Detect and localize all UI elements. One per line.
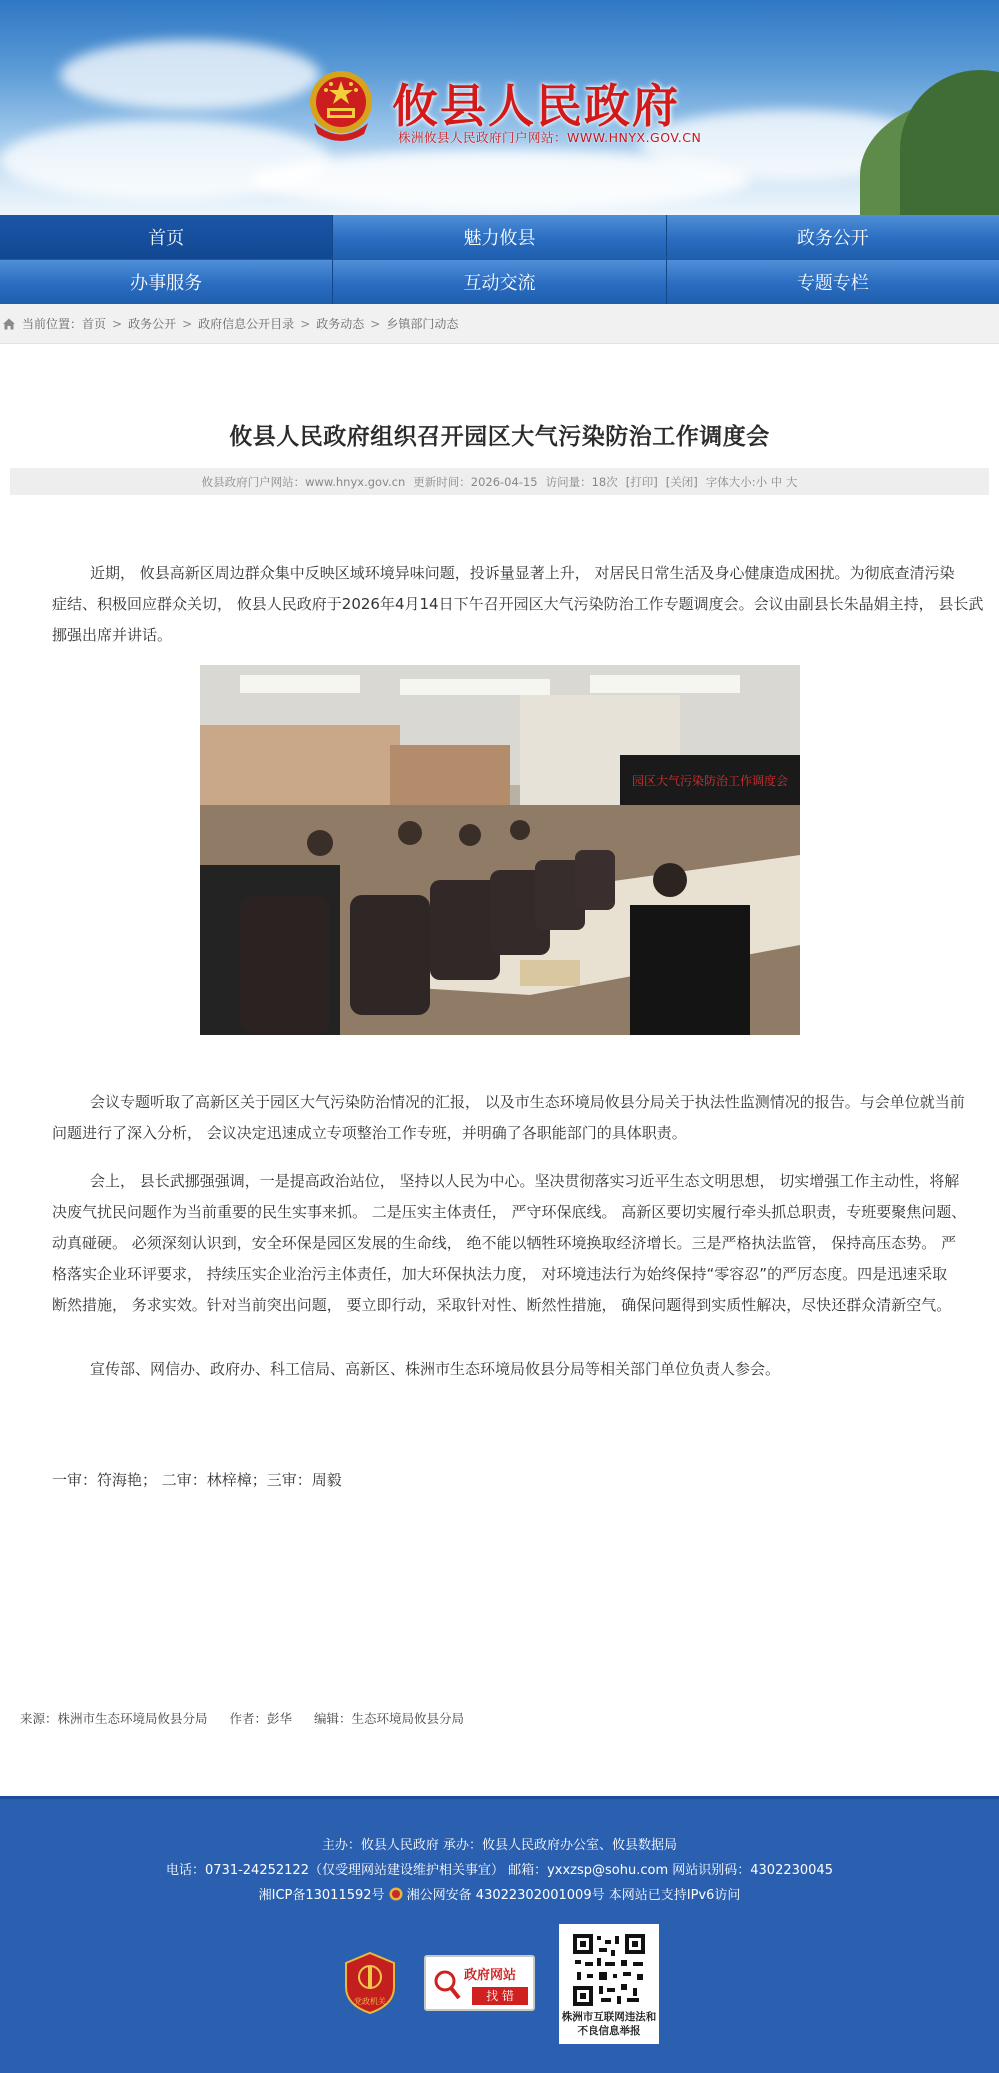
paragraph-speech	[52, 1166, 990, 1321]
nav-item-gov-affairs[interactable]: 政务公开	[667, 215, 999, 259]
text-line: 会议专题听取了高新区关于园区大气污染防治情况的汇报， 以及市生态环境局攸县分局关于执法性监测情况的报告。与会单位就当前	[90, 1093, 965, 1111]
text-line: 症结、积极回应群众关切， 攸县人民政府于2026年4月14日下午召开园区大气污染防治工作专题调度会。会议由副县长朱晶娟主持， 县长武	[52, 595, 984, 613]
national-emblem-icon	[306, 68, 376, 144]
badge2-action: 找 错	[472, 1987, 528, 2005]
gov-site-error-report-button[interactable]	[424, 1955, 535, 2011]
paragraph-attendees	[52, 1354, 990, 1385]
breadcrumb-link-catalog[interactable]: 政府信息公开目录	[198, 317, 295, 331]
report-qr-badge[interactable]	[559, 1924, 659, 2044]
article-meta	[10, 468, 989, 495]
breadcrumb-separator: >	[300, 316, 311, 331]
article-source-row	[20, 1709, 464, 1727]
breadcrumb-separator: >	[370, 316, 381, 331]
header-banner	[0, 0, 999, 215]
font-size-label: 字体大小:	[705, 474, 756, 489]
font-size-control	[706, 474, 798, 490]
close-link[interactable]: [关闭]	[665, 474, 698, 489]
police-badge-icon	[389, 1887, 403, 1901]
badge1-label: 党政机关	[354, 1997, 386, 2006]
text-line: 问题进行了深入分析， 会议决定迅速成立专项整治工作专班，并明确了各职能部门的具体职责。	[52, 1124, 687, 1142]
nav-item-home[interactable]: 首页	[0, 215, 333, 259]
footer-records	[0, 1884, 999, 1903]
cloud-decoration	[60, 40, 320, 110]
paragraph-meeting-report	[52, 1087, 990, 1149]
article-author: 作者：彭华	[229, 1711, 293, 1726]
article-source: 来源：株洲市生态环境局攸县分局	[20, 1711, 208, 1726]
nav-item-interaction[interactable]: 互动交流	[333, 260, 666, 304]
meta-date: 更新时间：2026-04-15	[413, 474, 538, 489]
article-editor: 编辑：生态环境局攸县分局	[314, 1711, 465, 1726]
footer-contact: 电话：0731-24252122（仅受理网站建设维护相关事宜） 邮箱：yxxzsp@sohu.com 网站识别码：4302230045	[166, 1863, 833, 1878]
print-link[interactable]: [打印]	[625, 474, 658, 489]
breadcrumb	[0, 304, 999, 344]
badge2-title: 政府网站	[464, 1968, 517, 1983]
meeting-photo-graphic	[200, 665, 800, 1035]
party-gov-badge[interactable]	[343, 1951, 397, 2015]
font-medium-link[interactable]: 中	[770, 474, 783, 489]
breadcrumb-link-home[interactable]: 首页	[82, 317, 107, 331]
ipv6-notice: 本网站已支持IPv6访问	[608, 1888, 741, 1903]
qr-code-icon	[571, 1932, 647, 2008]
nav-item-special-topics[interactable]: 专题专栏	[667, 260, 999, 304]
magnifier-icon	[432, 1967, 462, 2001]
breadcrumb-link-news[interactable]: 政务动态	[316, 317, 365, 331]
text-line: 动真碰硬。 必须深刻认识到，安全环保是园区发展的生命线， 绝不能以牺牲环境换取经济增长。三是严格执法监管， 保持高压态势。 严	[52, 1234, 957, 1252]
hill-decoration	[900, 70, 999, 215]
footer-sponsor: 主办：攸县人民政府 承办：攸县人民政府办公室、攸县数据局	[321, 1838, 678, 1853]
nav-item-services[interactable]: 办事服务	[0, 260, 333, 304]
photo-screen-banner: 园区大气污染防治工作调度会	[632, 774, 789, 788]
font-small-link[interactable]: 小	[755, 474, 768, 489]
meta-site: 攸县政府门户网站：www.hnyx.gov.cn	[201, 474, 406, 489]
text-line: 宣传部、网信办、政府办、科工信局、高新区、株洲市生态环境局攸县分局等相关部门单位负责人参会。	[90, 1360, 781, 1378]
site-footer	[0, 1796, 999, 2073]
nav-row	[0, 260, 999, 304]
badge3-label: 株洲市互联网违法和不良信息举报	[561, 2011, 657, 2037]
paragraph-intro	[52, 558, 990, 651]
meta-views: 访问量：18次	[545, 474, 618, 489]
nav-item-charm-youxian[interactable]: 魅力攸县	[333, 215, 666, 259]
icp-link[interactable]: 湘ICP备13011592号	[258, 1888, 385, 1903]
reviewers-line: 一审：符海艳； 二审：林梓樟；三审：周毅	[52, 1471, 342, 1489]
font-large-link[interactable]: 大	[785, 474, 798, 489]
text-line: 格落实企业环评要求， 持续压实企业治污主体责任，加大环保执法力度， 对环境违法行为始终保持“零容忍”的严厉态度。四是迅速采取	[52, 1265, 948, 1283]
meeting-photo	[200, 665, 800, 1035]
text-line: 决废气扰民问题作为当前重要的民生实事来抓。 二是压实主体责任， 严守环保底线。 高新区要切实履行牵头抓总职责，专班要聚焦问题、	[52, 1203, 967, 1221]
site-subtitle: 株洲攸县人民政府门户网站：WWW.HNYX.GOV.CN	[398, 130, 702, 145]
site-title[interactable]: 攸县人民政府	[392, 79, 680, 133]
home-icon	[2, 317, 16, 331]
text-line: 断然措施， 务求实效。针对当前突出问题， 要立即行动，采取针对性、断然性措施， 确保问题得到实质性解决，尽快还群众清新空气。	[52, 1296, 952, 1314]
breadcrumb-separator: >	[112, 316, 123, 331]
text-line: 近期， 攸县高新区周边群众集中反映区域环境异味问题，投诉量显著上升， 对居民日常生活及身心健康造成困扰。为彻底查清污染	[90, 564, 955, 582]
cloud-decoration	[250, 150, 750, 210]
breadcrumb-link-town-dept[interactable]: 乡镇部门动态	[386, 317, 459, 331]
text-line: 会上， 县长武挪强强调，一是提高政治站位， 坚持以人民为中心。坚决贯彻落实习近平生态文明思想， 切实增强工作主动性，将解	[90, 1172, 960, 1190]
text-line: 挪强出席并讲话。	[52, 626, 173, 644]
breadcrumb-prefix: 当前位置：	[22, 317, 83, 331]
breadcrumb-separator: >	[182, 316, 193, 331]
nav-row	[0, 215, 999, 259]
breadcrumb-link-gov-affairs[interactable]: 政务公开	[128, 317, 177, 331]
article-title: 攸县人民政府组织召开园区大气污染防治工作调度会	[229, 424, 770, 450]
main-nav	[0, 215, 999, 304]
police-record-link[interactable]: 湘公网安备 43022302001009号	[406, 1888, 605, 1903]
